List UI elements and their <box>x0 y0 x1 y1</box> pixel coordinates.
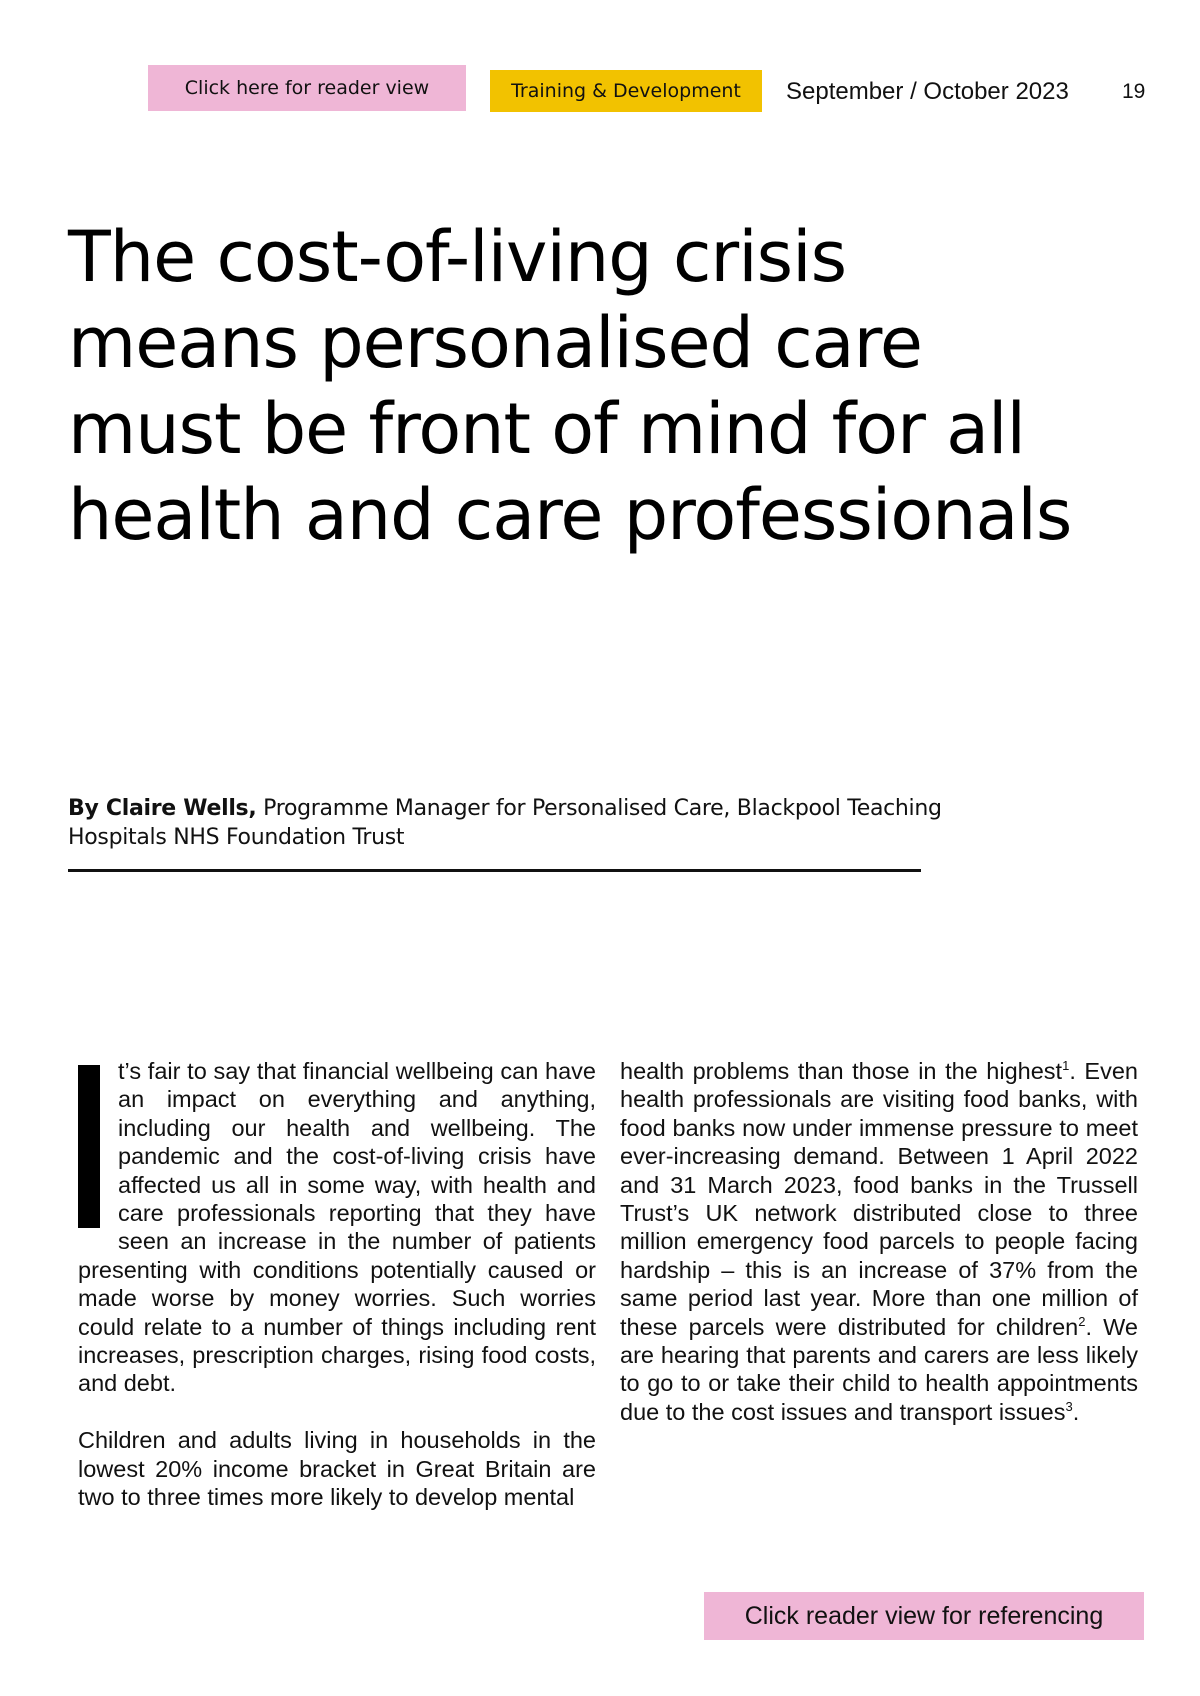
issue-date: September / October 2023 <box>786 78 1069 105</box>
byline-divider <box>68 869 921 872</box>
reader-view-button[interactable]: Click here for reader view <box>148 65 466 111</box>
article-paragraph-3: health problems than those in the highest$^1$. Even health professionals are visiting food banks, with food banks now under immense pressure to meet ever-increasing demand. Between 1 April 2022 and 31 March 2023, food banks in the Trussell Trust’s UK network distributed close to three million emergency food parcels to people facing hardship – this is an increase of 37% from the same period last year. More than one million of these parcels were distributed for children$^2$. We are hearing that parents and carers are less likely to go to or take their child to health appointments due to the cost issues and transport issues$^3$. <box>620 1058 1139 1425</box>
reference-marker-3: 3 <box>1065 1399 1073 1415</box>
byline <box>68 794 948 852</box>
byline-author: By Claire Wells, <box>68 796 257 821</box>
section-badge: Training & Development <box>490 70 762 112</box>
reference-marker-1: 1 <box>1062 1058 1070 1074</box>
reference-marker-2: 2 <box>1078 1313 1086 1329</box>
reader-view-referencing-button[interactable]: Click reader view for referencing <box>704 1592 1144 1640</box>
article-headline: The cost-of-living crisis means personalised care must be front of mind for all health and care professionals <box>68 216 1072 556</box>
drop-cap <box>78 1065 100 1228</box>
byline-role: Programme Manager for Personalised Care, Blackpool Teaching Hospitals NHS Foundation Trust <box>68 796 942 850</box>
article-column-left <box>78 1057 596 1511</box>
article-paragraph-2: Children and adults living in households in the lowest 20% income bracket in Great Britain are two to three times more likely to develop mental <box>78 1427 596 1511</box>
article-column-right <box>620 1057 1138 1426</box>
article-paragraph-1: t’s fair to say that financial wellbeing can have an impact on everything and anything, including our health and wellbeing. The pandemic and the cost-of-living crisis have affected us all in some way, with health and care professionals reporting that they have seen an increase in the number of patients presenting with conditions potentially caused or made worse by money worries. Such worries could relate to a number of things including rent increases, prescription charges, rising food costs, and debt. <box>78 1058 596 1397</box>
page-number: 19 <box>1122 80 1146 103</box>
